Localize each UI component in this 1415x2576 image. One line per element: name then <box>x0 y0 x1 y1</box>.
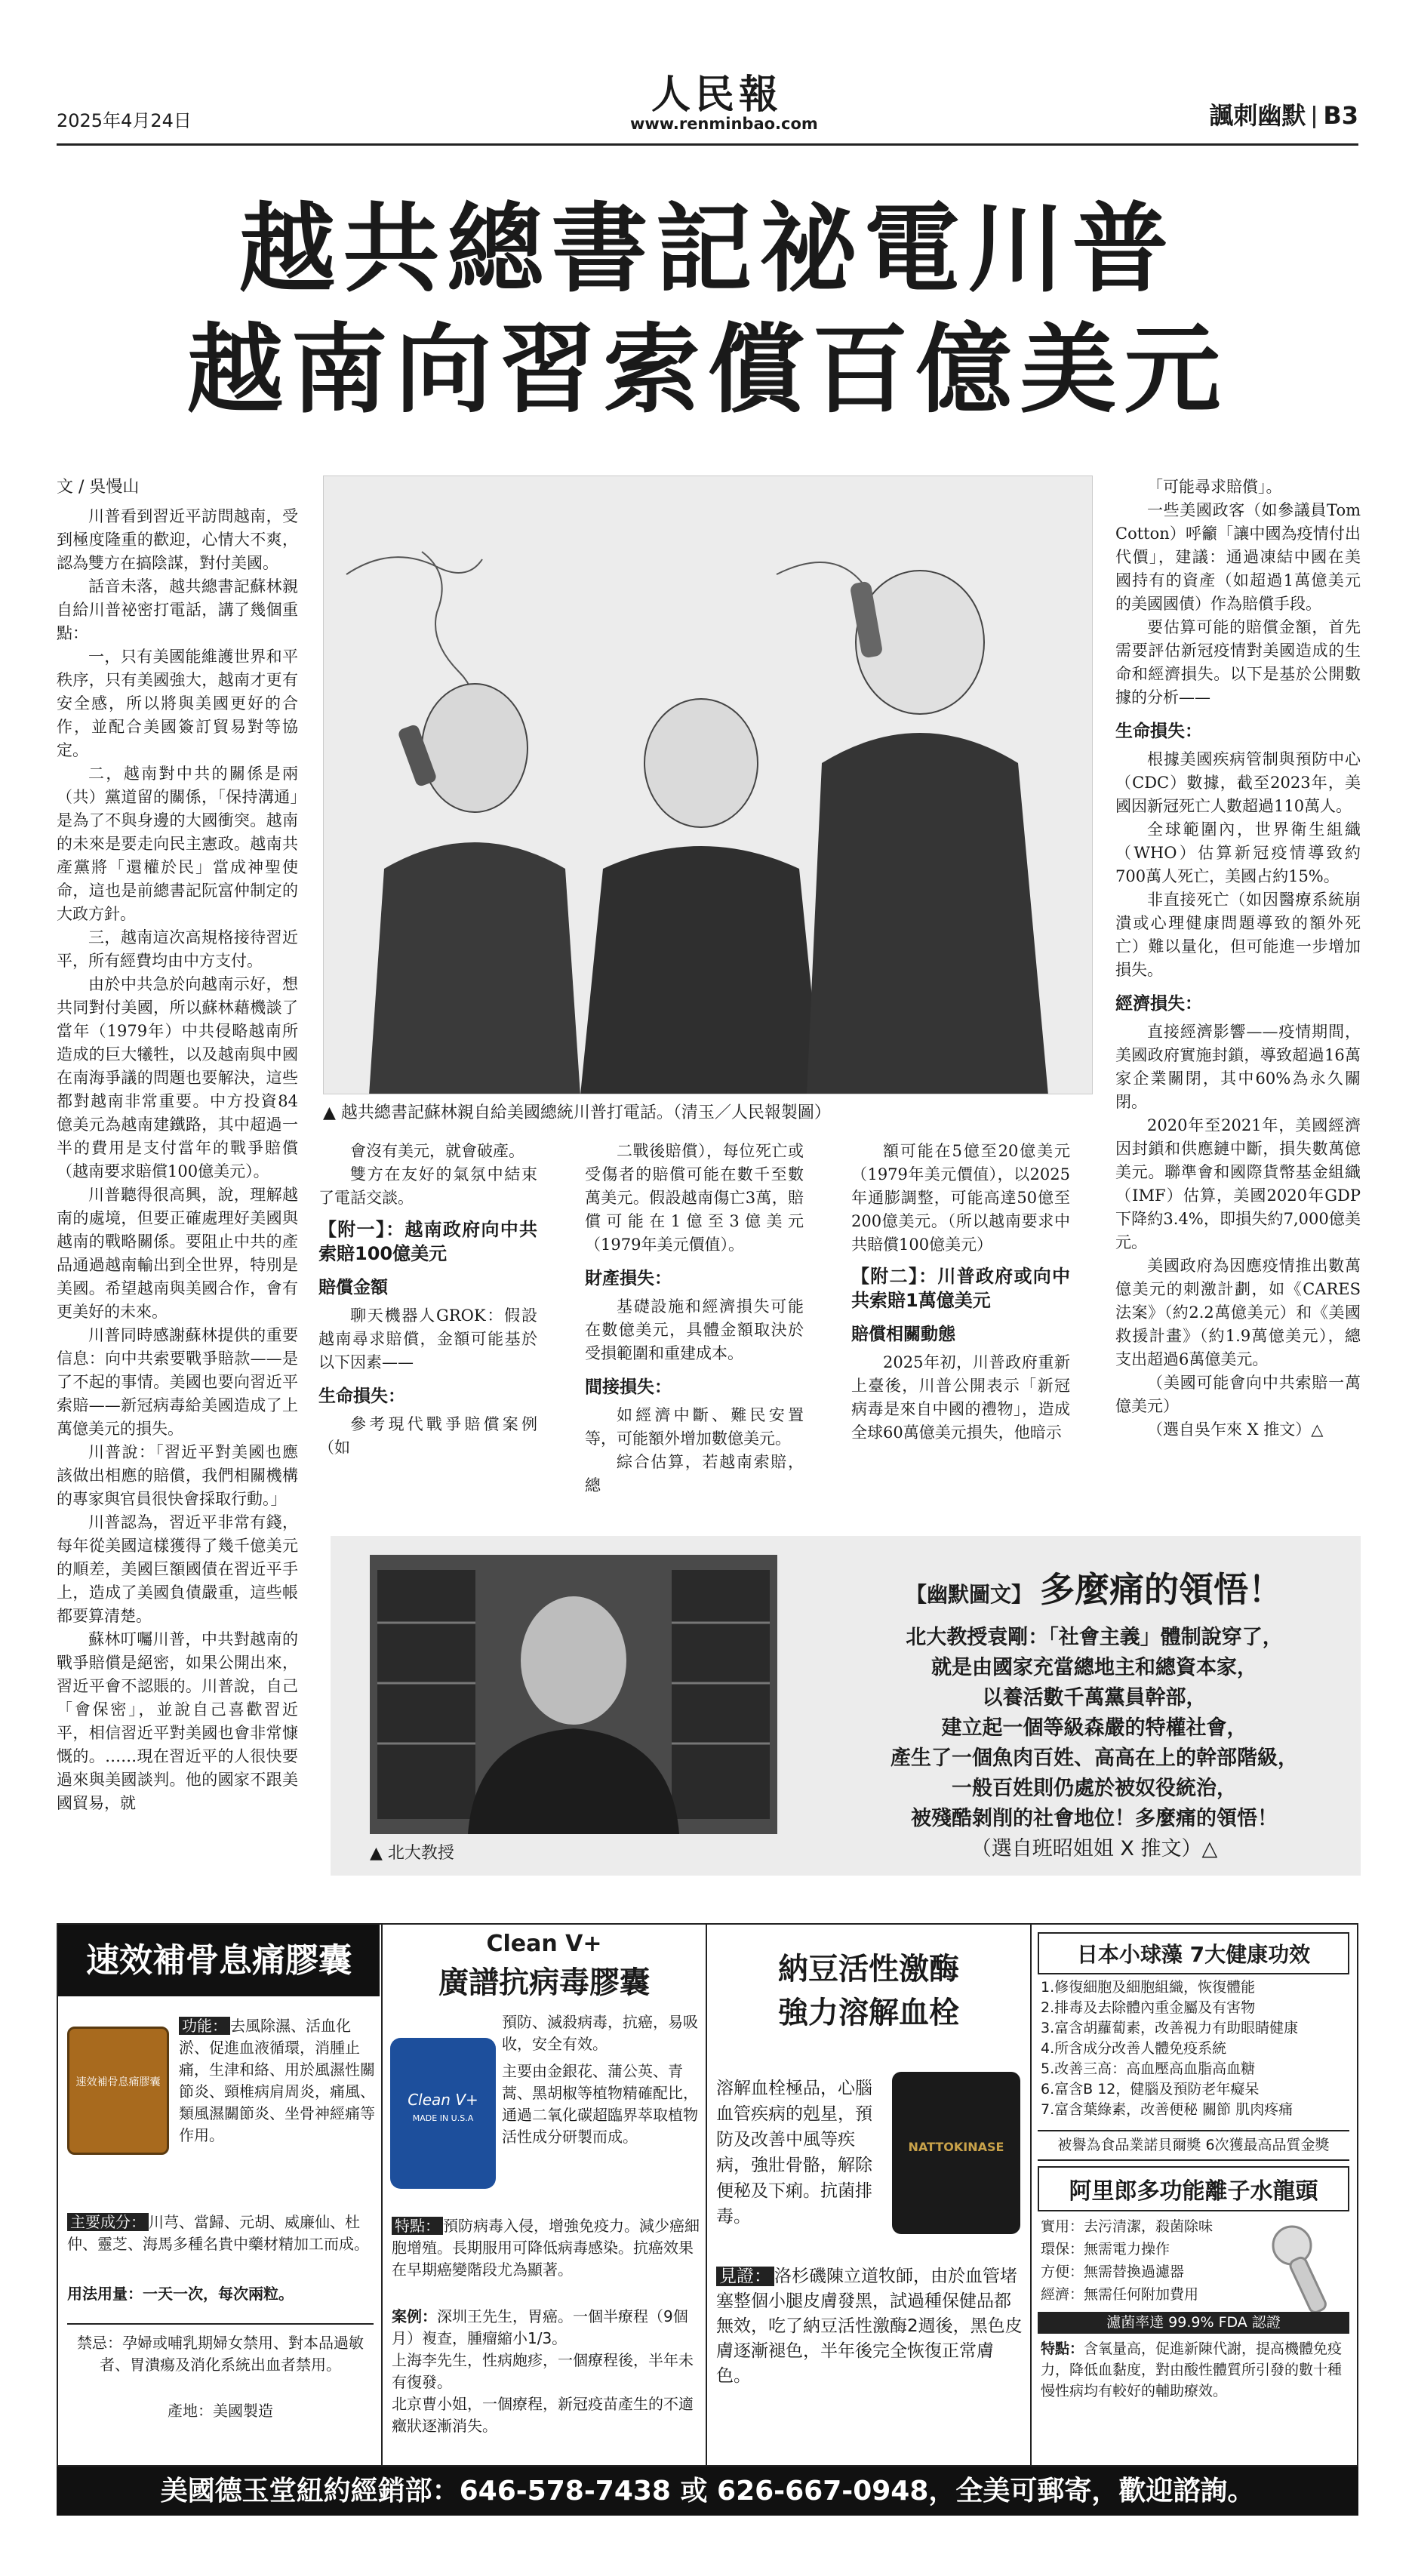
ad-fda: 濾菌率達 99.9% FDA 認證 <box>1038 2312 1349 2334</box>
ad-title-2: 阿里郎多功能離子水龍頭 <box>1038 2166 1349 2211</box>
paragraph: 全球範圍內，世界衛生組織（WHO）估算新冠疫情導致約700萬人死亡，美國占約15%。 <box>1115 820 1361 885</box>
paragraph: 川普看到習近平訪問越南，受到極度隆重的歡迎，心情大不爽，認為雙方在搞陰謀，對付美國。 <box>57 507 298 572</box>
quote-line: 一般百姓則仍處於被奴役統治， <box>952 1777 1237 1800</box>
professor-photo <box>370 1555 777 1834</box>
article-column-2 <box>318 1140 537 1460</box>
ad-benefit-list <box>1041 1977 1350 2120</box>
byline: 文 / 吳慢山 <box>57 478 140 497</box>
quote-line: 就是由國家充當總地主和總資本家， <box>931 1656 1257 1679</box>
ad-faucet-features <box>1041 2215 1252 2306</box>
headline <box>57 189 1358 430</box>
faucet-icon <box>1258 2219 1349 2317</box>
label: 見證： <box>716 2267 774 2286</box>
humor-tag: 【幽默圖文】 <box>905 1582 1032 1607</box>
list-item: 1.修復細胞及細胞組織，恢復體能 <box>1041 1979 1256 1996</box>
ad-text: 北京曹小姐，一個療程，新冠疫苗產生的不適癥狀逐漸消失。 <box>392 2395 694 2435</box>
bottle-label: Clean V+ <box>408 2091 478 2109</box>
subheading: 財產損失： <box>585 1269 672 1288</box>
paragraph: 直接經濟影響——疫情期間，美國政府實施封鎖，導致超過16萬家企業關閉，其中60%為永久關閉。 <box>1115 1023 1361 1111</box>
feature-item: 經濟：無需任何附加費用 <box>1041 2286 1199 2303</box>
bottle-sublabel: MADE IN U.S.A <box>412 2113 474 2123</box>
paragraph: 一些美國政客（如參議員Tom Cotton）呼籲「讓中國為疫情付出代價」，建議：通過凍結中國在美國持有的資產（如超過1萬億美元的美國國債）作為賠償手段。 <box>1115 501 1361 613</box>
subheading: 生命損失： <box>1115 722 1202 741</box>
product-bottle: NATTOKINASE <box>892 2072 1020 2234</box>
quote-line: 被殘酷剝削的社會地位！多麼痛的領悟！ <box>911 1807 1278 1830</box>
masthead-logo: 人民報 <box>651 72 783 118</box>
label: 特點： <box>1041 2341 1084 2357</box>
paragraph: 「可能尋求賠償」。 <box>1147 478 1282 496</box>
ad-antivirus-capsule[interactable] <box>383 1925 707 2465</box>
ad-text: 深圳王先生，胃癌。一個半療程（9個月）複查，腫瘤縮小1/3。 <box>392 2307 688 2347</box>
section-divider <box>1313 106 1315 128</box>
ad-strip <box>57 1923 1358 2467</box>
paragraph: 會沒有美元，就會破產。 <box>350 1142 524 1160</box>
quote-line: 北大教授袁剛：「社會主義」體制說穿了， <box>906 1626 1283 1649</box>
appendix-heading: 【附一】：越南政府向中共索賠100億美元 <box>318 1219 537 1264</box>
ad-text: 預防病毒入侵，增強免疫力。減少癌細胞增殖。長期服用可降低病毒感染。抗癌效果在早期癌變階段尤為顯著。 <box>392 2217 700 2279</box>
paragraph: 二，越南對中共的關係是兩（共）黨道留的關係，「保持溝通」是為了不與身邊的大國衝突。越南的未來是要走向民主憲政。越南共產黨將「還權於民」當成神聖使命，這也是前總書記阮富仲制定的大政方針。 <box>57 765 298 923</box>
label: 特點： <box>392 2217 443 2235</box>
article-column-1 <box>57 475 298 1815</box>
paragraph: 基礎設施和經濟損失可能在數億美元，具體金額取決於受損範圍和重建成本。 <box>585 1297 804 1362</box>
paragraph: 美國政府為因應疫情推出數萬億美元的刺激計劃，如《CARES法案》（約2.2萬億美元）和《美國救援計畫》（約1.9萬億美元），總支出超過6萬億美元。 <box>1115 1257 1361 1368</box>
ad-ingredients <box>67 2211 377 2255</box>
label: 主要成分： <box>67 2213 149 2231</box>
phone-cord <box>346 557 482 574</box>
illustration-caption: ▲ 越共總書記蘇林親自給美國總統川普打電話。（清玉／人民報製圖） <box>323 1103 831 1122</box>
ad-feature <box>392 2215 701 2281</box>
ad-chlorella-faucet[interactable] <box>1032 1925 1357 2465</box>
ad-cases <box>392 2306 701 2437</box>
product-bottle: 速效補骨息痛膠囊 <box>67 2027 169 2155</box>
list-item: 3.富含胡蘿蔔素，改善視力有助眼睛健康 <box>1041 2020 1299 2036</box>
paragraph: 參考現代戰爭賠償案例（如 <box>318 1415 537 1457</box>
list-item: 7.富含葉綠素，改善便秘 關節 肌肉疼痛 <box>1041 2101 1293 2118</box>
appendix-heading: 【附二】：川普政府或向中共索賠1萬億美元 <box>851 1266 1070 1311</box>
ad-title <box>707 1947 1030 2035</box>
paragraph: 川普認為，習近平非常有錢，每年從美國這樣獲得了幾千億美元的順差，美國巨額國債在習近平手上，造成了美國負債嚴重，這些帳都要算清楚。 <box>57 1513 298 1625</box>
quote-line: 產生了一個魚肉百姓、高高在上的幹部階級， <box>891 1747 1298 1770</box>
paragraph: 二戰後賠償），每位死亡或受傷者的賠償可能在數千至數萬美元。假設越南傷亡3萬，賠償可能在1億至3億美元（1979年美元價值）。 <box>585 1142 804 1254</box>
list-item: 6.富含B 12，健腦及預防老年癡呆 <box>1041 2081 1260 2097</box>
paragraph: （美國可能會向中共索賠一萬億美元） <box>1115 1374 1361 1415</box>
header-rule <box>57 143 1358 146</box>
ad-title: 速效補骨息痛膠囊 <box>58 1925 380 1996</box>
paragraph: 一，只有美國能維護世界和平秩序，只有美國強大，越南才更有安全感，所以將與美國更好的合作，並配合美國簽訂貿易對等協定。 <box>57 648 298 759</box>
figure-right <box>807 571 1048 1094</box>
article-column-3 <box>585 1140 804 1497</box>
ad-title-line: 納豆活性激酶 <box>778 1952 959 1987</box>
list-item: 2.排毒及去除體內重金屬及有害物 <box>1041 1999 1256 2016</box>
ad-desc-2: 主要由金銀花、蒲公英、青蒿、黑胡椒等植物精確配比，通過二氧化碳超臨界萃取植物活性成分研製而成。 <box>502 2062 698 2146</box>
paragraph: 蘇林叮囑川普，中共對越南的戰爭賠償是絕密，如果公開出來，習近平會不認賬的。川普說，自己「會保密」，並說自己喜歡習近平，相信習近平對美國也會非常慷慨的。……現在習近平的人很快要過來與美國談判。他的國家不跟美國貿易，就 <box>57 1630 298 1812</box>
section-label <box>1209 97 1358 131</box>
page-number: B3 <box>1323 101 1358 130</box>
ad-nattokinase[interactable] <box>707 1925 1032 2465</box>
feature-item: 環保：無需電力操作 <box>1041 2241 1170 2257</box>
illustration <box>323 475 1093 1094</box>
ad-title: 日本小球藻 7大健康功效 <box>1038 1932 1349 1974</box>
article-column-4 <box>851 1140 1070 1445</box>
ad-text: 上海李先生，性病皰疹，一個療程後，半年未有復發。 <box>392 2351 694 2391</box>
subheading: 賠償金額 <box>318 1278 388 1297</box>
label: 功能： <box>179 2017 230 2035</box>
paragraph: 川普同時感謝蘇林提供的重要信息：向中共索要戰爭賠款——是了不起的事情。美國也要向習近平索賠——新冠病毒給美國造成了上萬億美元的損失。 <box>57 1326 298 1438</box>
ad-desc: 溶解血栓極品，心腦血管疾病的剋星，預防及改善中風等疾病，強壯骨骼，解除便秘及下痢。抗菌排毒。 <box>716 2079 872 2227</box>
humor-title <box>838 1562 1351 1612</box>
issue-date: 2025年4月24日 <box>57 110 192 131</box>
subheading: 賠償相關動態 <box>851 1325 955 1344</box>
paragraph: 額可能在5億至20億美元（1979年美元價值），以2025年通膨調整，可能高達50億至200億美元。（所以越南要求中共賠償100億美元） <box>851 1142 1070 1254</box>
label: 案例： <box>392 2307 437 2325</box>
ad-origin: 產地：美國製造 <box>168 2402 273 2420</box>
ad-text: 去風除濕、活血化淤、促進血液循環，消腫止痛，生津和絡、用於風濕性關節炎、頸椎病肩周炎，痛風、類風濕關節炎、坐骨神經痛等作用。 <box>179 2017 375 2144</box>
photo-graphic <box>370 1555 777 1834</box>
quote-line: 以養活數千萬黨員幹部， <box>982 1686 1207 1710</box>
paragraph: 川普說：「習近平對美國也應該做出相應的賠償，我們相關機構的專家與官員很快會採取行動。」 <box>57 1443 298 1508</box>
paragraph: 由於中共急於向越南示好，想共同對付美國，所以蘇林藉機談了當年（1979年）中共侵略越南所造成的巨大犧牲，以及越南與中國在南海爭議的問題也要解決，這些都對越南非常重要。中方投資84億美元為越南建鐵路，其中超過一半的費用是支付當年的戰爭賠償（越南要求賠償100億美元）。 <box>57 975 298 1180</box>
paragraph: 綜合估算，若越南索賠，總 <box>585 1453 804 1494</box>
ad-title: 廣譜抗病毒膠囊 <box>438 1965 650 2000</box>
paragraph: 如經濟中斷、難民安置等，可能額外增加數億美元。 <box>585 1406 804 1448</box>
paragraph: 根據美國疾病管制與預防中心（CDC）數據，截至2023年，美國因新冠死亡人數超過110萬人。 <box>1115 750 1361 815</box>
masthead-url[interactable]: www.renminbao.com <box>630 115 818 133</box>
feature-item: 方便：無需替換過濾器 <box>1041 2264 1185 2280</box>
ad-award: 被譽為食品業諾貝爾獎 6次獲最高品質金獎 <box>1038 2130 1349 2161</box>
list-item: 5.改善三高：高血壓高血脂高血糖 <box>1041 2060 1256 2077</box>
paragraph: 2025年初，川普政府重新上臺後，川普公開表示「新冠病毒是來自中國的禮物」，造成全球60萬億美元損失，他暗示 <box>851 1353 1070 1442</box>
paragraph: 聊天機器人GROK：假設越南尋求賠償，金額可能基於以下因素—— <box>318 1306 537 1371</box>
paragraph: 要估算可能的賠償金額，首先需要評估新冠疫情對美國造成的生命和經濟損失。以下是基於公開數據的分析—— <box>1115 618 1361 706</box>
ad-brand: Clean V+ <box>486 1931 602 1957</box>
ad-text: 洛杉磯陳立道牧師，由於血管堵塞整個小腿皮膚發黑，試過種保健品都無效，吃了納豆活性激酶2週後，黑色皮膚逐漸褪色，半年後完全恢復正常膚色。 <box>716 2267 1023 2386</box>
subheading: 間接損失： <box>585 1377 672 1397</box>
humor-heading: 多麼痛的領悟！ <box>1040 1569 1283 1610</box>
article-column-right <box>1115 475 1361 1442</box>
quote-line: 建立起一個等級森嚴的特權社會， <box>941 1716 1247 1740</box>
paragraph: 話音未落，越共總書記蘇林親自給川普祕密打電話，講了幾個重點： <box>57 577 298 642</box>
feature-item: 實用：去污清潔，殺菌除味 <box>1041 2218 1214 2235</box>
list-item: 4.所含成分改善人體免疫系統 <box>1041 2040 1227 2057</box>
ad-contact-footer[interactable]: 美國德玉堂紐約經銷部：646-578-7438 或 626-667-0948，全美可郵寄，歡迎諮詢。 <box>57 2467 1358 2516</box>
ad-warning: 禁忌：孕婦或哺乳期婦女禁用、對本品過敏者、胃潰瘍及消化系統出血者禁用。 <box>67 2323 374 2376</box>
source-note: （選自吳乍來 X 推文）△ <box>1147 1420 1324 1439</box>
paragraph: 非直接死亡（如因醫療系統崩潰或心理健康問題導致的額外死亡）難以量化，但可能進一步增加損失。 <box>1115 891 1361 979</box>
ad-title-line: 強力溶解血栓 <box>778 1996 959 2030</box>
ad-bone-pain-capsule[interactable] <box>58 1925 383 2465</box>
ad-desc-1: 預防、滅殺病毒，抗癌，易吸收，安全有效。 <box>502 2013 698 2053</box>
humor-quote <box>838 1623 1351 1864</box>
photo-caption: ▲ 北大教授 <box>370 1844 454 1863</box>
product-bottle <box>390 2038 496 2189</box>
headline-line-1: 越共總書記祕電川普 <box>238 192 1177 306</box>
subheading: 經濟損失： <box>1115 994 1202 1014</box>
figure-left <box>369 684 580 1094</box>
subheading: 生命損失： <box>318 1386 405 1406</box>
quote-source: （選自班昭姐姐 X 推文）△ <box>971 1837 1218 1860</box>
section-name: 諷刺幽默 <box>1209 101 1306 130</box>
ad-function <box>179 2015 375 2147</box>
ad-text: 川芎、當歸、元胡、威廉仙、杜仲、靈芝、海馬多種名貴中藥材精加工而成。 <box>67 2213 369 2253</box>
paragraph: 2020年至2021年，美國經濟因封鎖和供應鏈中斷，損失數萬億美元。聯準會和國際貨幣基金組織（IMF）估算，美國2020年GDP下降約3.4%，即損失約7,000億美元。 <box>1115 1116 1361 1251</box>
masthead <box>630 72 818 133</box>
paragraph: 川普聽得很高興，說，理解越南的處境，但要正確處理好美國與越南的戰略關係。要阻止中共的產品通過越南輸出到全世界，特別是美國。希望越南與美國合作，會有更美好的未來。 <box>57 1186 298 1321</box>
figure-middle <box>580 699 822 1094</box>
ad-testimonial <box>716 2264 1023 2389</box>
ad-usage: 用法用量：一天一次，每次兩粒。 <box>67 2285 294 2303</box>
paragraph: 雙方在友好的氣氛中結束了電話交談。 <box>318 1165 537 1207</box>
illustration-drawing <box>324 476 1093 1094</box>
headline-line-2: 越南向習索償百億美元 <box>186 313 1229 426</box>
ad-faucet-detail <box>1041 2338 1347 2402</box>
paragraph: 三，越南這次高規格接待習近平，所有經費均由中方支付。 <box>57 928 298 970</box>
ad-text: 含氧量高，促進新陳代謝，提高機體免疫力，降低血黏度，對由酸性體質所引發的數十種慢性病均有較好的輔助療效。 <box>1041 2341 1343 2399</box>
